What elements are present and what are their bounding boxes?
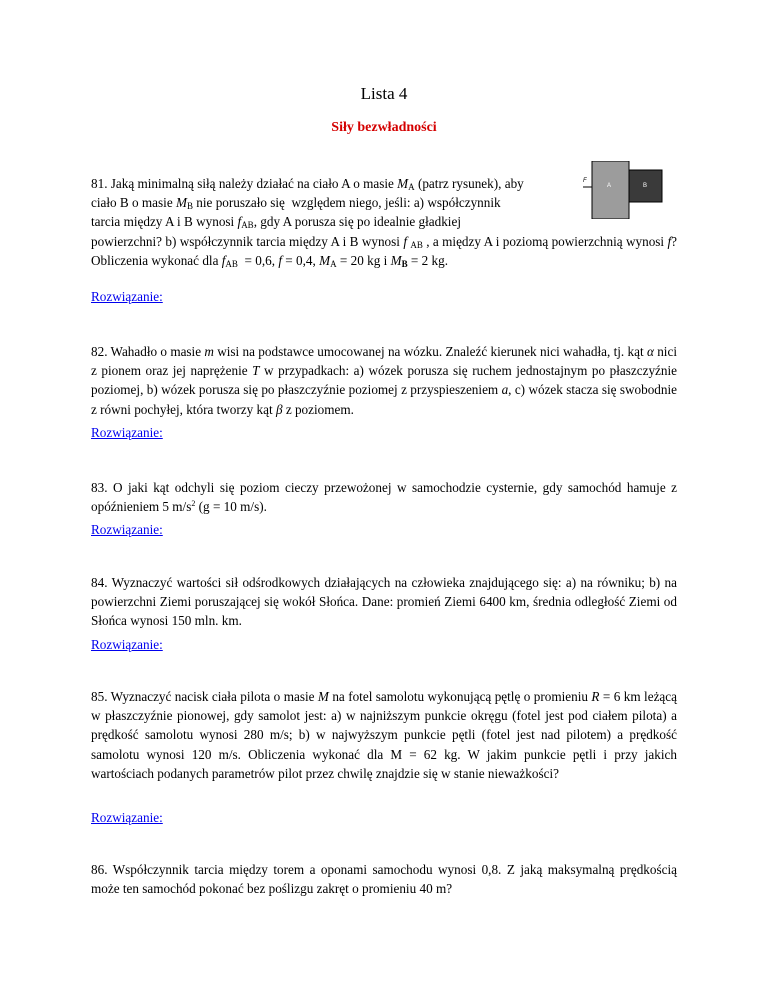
problem-number: 85. bbox=[91, 689, 108, 704]
solution-link-84[interactable]: Rozwiązanie: bbox=[91, 637, 163, 652]
problem-82: 82. Wahadło o masie m wisi na podstawce umocowanej na wózku. Znaleźć kierunek nici wahadła, tj. kąt α nici z pionem oraz jej naprężenie T w przypadkach: a) wózek porusza się ruchem jednostajnym po płaszczyźnie poziomej, b) wózek porusza się po płaszczyźnie poziomej z przyspieszeniem a, c) wózek stacza się swobodnie z równi pochyłej, która tworzy kąt β z poziomem. bbox=[91, 344, 677, 417]
problem-number: 84. bbox=[91, 575, 108, 590]
solution-link-85[interactable]: Rozwiązanie: bbox=[91, 810, 163, 825]
problem-81: 81. Jaką minimalną siłą należy działać na ciało A o masie $M_A$ (patrz rysunek), aby ciało B o masie $M_B$ nie poruszało się względem niego, jeśli: a) współczynnik tarcia między A i B wynosi $f_{AB}$, gdy A porusza się po idealnie gładkiej powierzchni? b) współczynnik tarcia między A i B wynosi f $_{AB}$ , a między A i poziomą powierzchnią wynosi f? Obliczenia wykonać dla $f_{AB} = 0,6$, f = 0,4, $M_A = 20$ kg i $M_B = 2$ kg. bbox=[91, 176, 677, 269]
problem-number: 81. bbox=[91, 176, 108, 191]
section-title: Siły bezwładności bbox=[331, 120, 437, 135]
problem-number: 86. bbox=[91, 862, 108, 877]
solution-link-81[interactable]: Rozwiązanie: bbox=[91, 289, 163, 304]
solution-link-83[interactable]: Rozwiązanie: bbox=[91, 522, 163, 537]
problem-number: 82. bbox=[91, 344, 108, 359]
block-b-label: B bbox=[643, 183, 648, 189]
problem-85: 85. Wyznaczyć nacisk ciała pilota o masie M na fotel samolotu wykonującą pętlę o promieniu R = 6 km leżącą w płaszczyźnie pionowej, gdy samolot jest: a) w najniższym punkcie okręgu (fotel jest pod ciałem pilota) a prędkość samolotu wynosi 280 m/s; b) w najwyższym punkcie pętli (fotel jest nad pilotem) a prędkość samolotu wynosi 120 m/s. Obliczenia wykonać dla M = 62 kg. W jakim punkcie pętli i przy jakich wartościach podanych parametrów pilot przez chwilę znajdzie się w stanie nieważkości? bbox=[91, 689, 677, 781]
problem-83: 83. O jaki kąt odchyli się poziom cieczy przewożonej w samochodzie cysternie, gdy samochód hamuje z opóźnieniem 5 $m/s^2$ (g = 10 m/s). bbox=[91, 480, 677, 515]
block-a-label: A bbox=[607, 183, 612, 189]
block-a bbox=[592, 161, 629, 219]
force-label: F bbox=[583, 178, 587, 184]
problem-84: 84. Wyznaczyć wartości sił odśrodkowych działających na człowieka znajdującego się: a) na równiku; b) na powierzchni Ziemi poruszającej się wokół Słońca. Dane: promień Ziemi 6400 km, średnia odległość Ziemi od Słońca wynosi 150 mln. km. bbox=[91, 575, 677, 629]
problem-86: 86. Współczynnik tarcia między torem a oponami samochodu wynosi 0,8. Z jaką maksymalną prędkością może ten samochód pokonać bez poślizgu zakręt o promieniu 40 m? bbox=[91, 862, 677, 897]
problem-81-figure bbox=[583, 161, 679, 219]
solution-link-82[interactable]: Rozwiązanie: bbox=[91, 425, 163, 440]
problem-number: 83. bbox=[91, 480, 108, 495]
page-title: Lista 4 bbox=[360, 84, 408, 103]
